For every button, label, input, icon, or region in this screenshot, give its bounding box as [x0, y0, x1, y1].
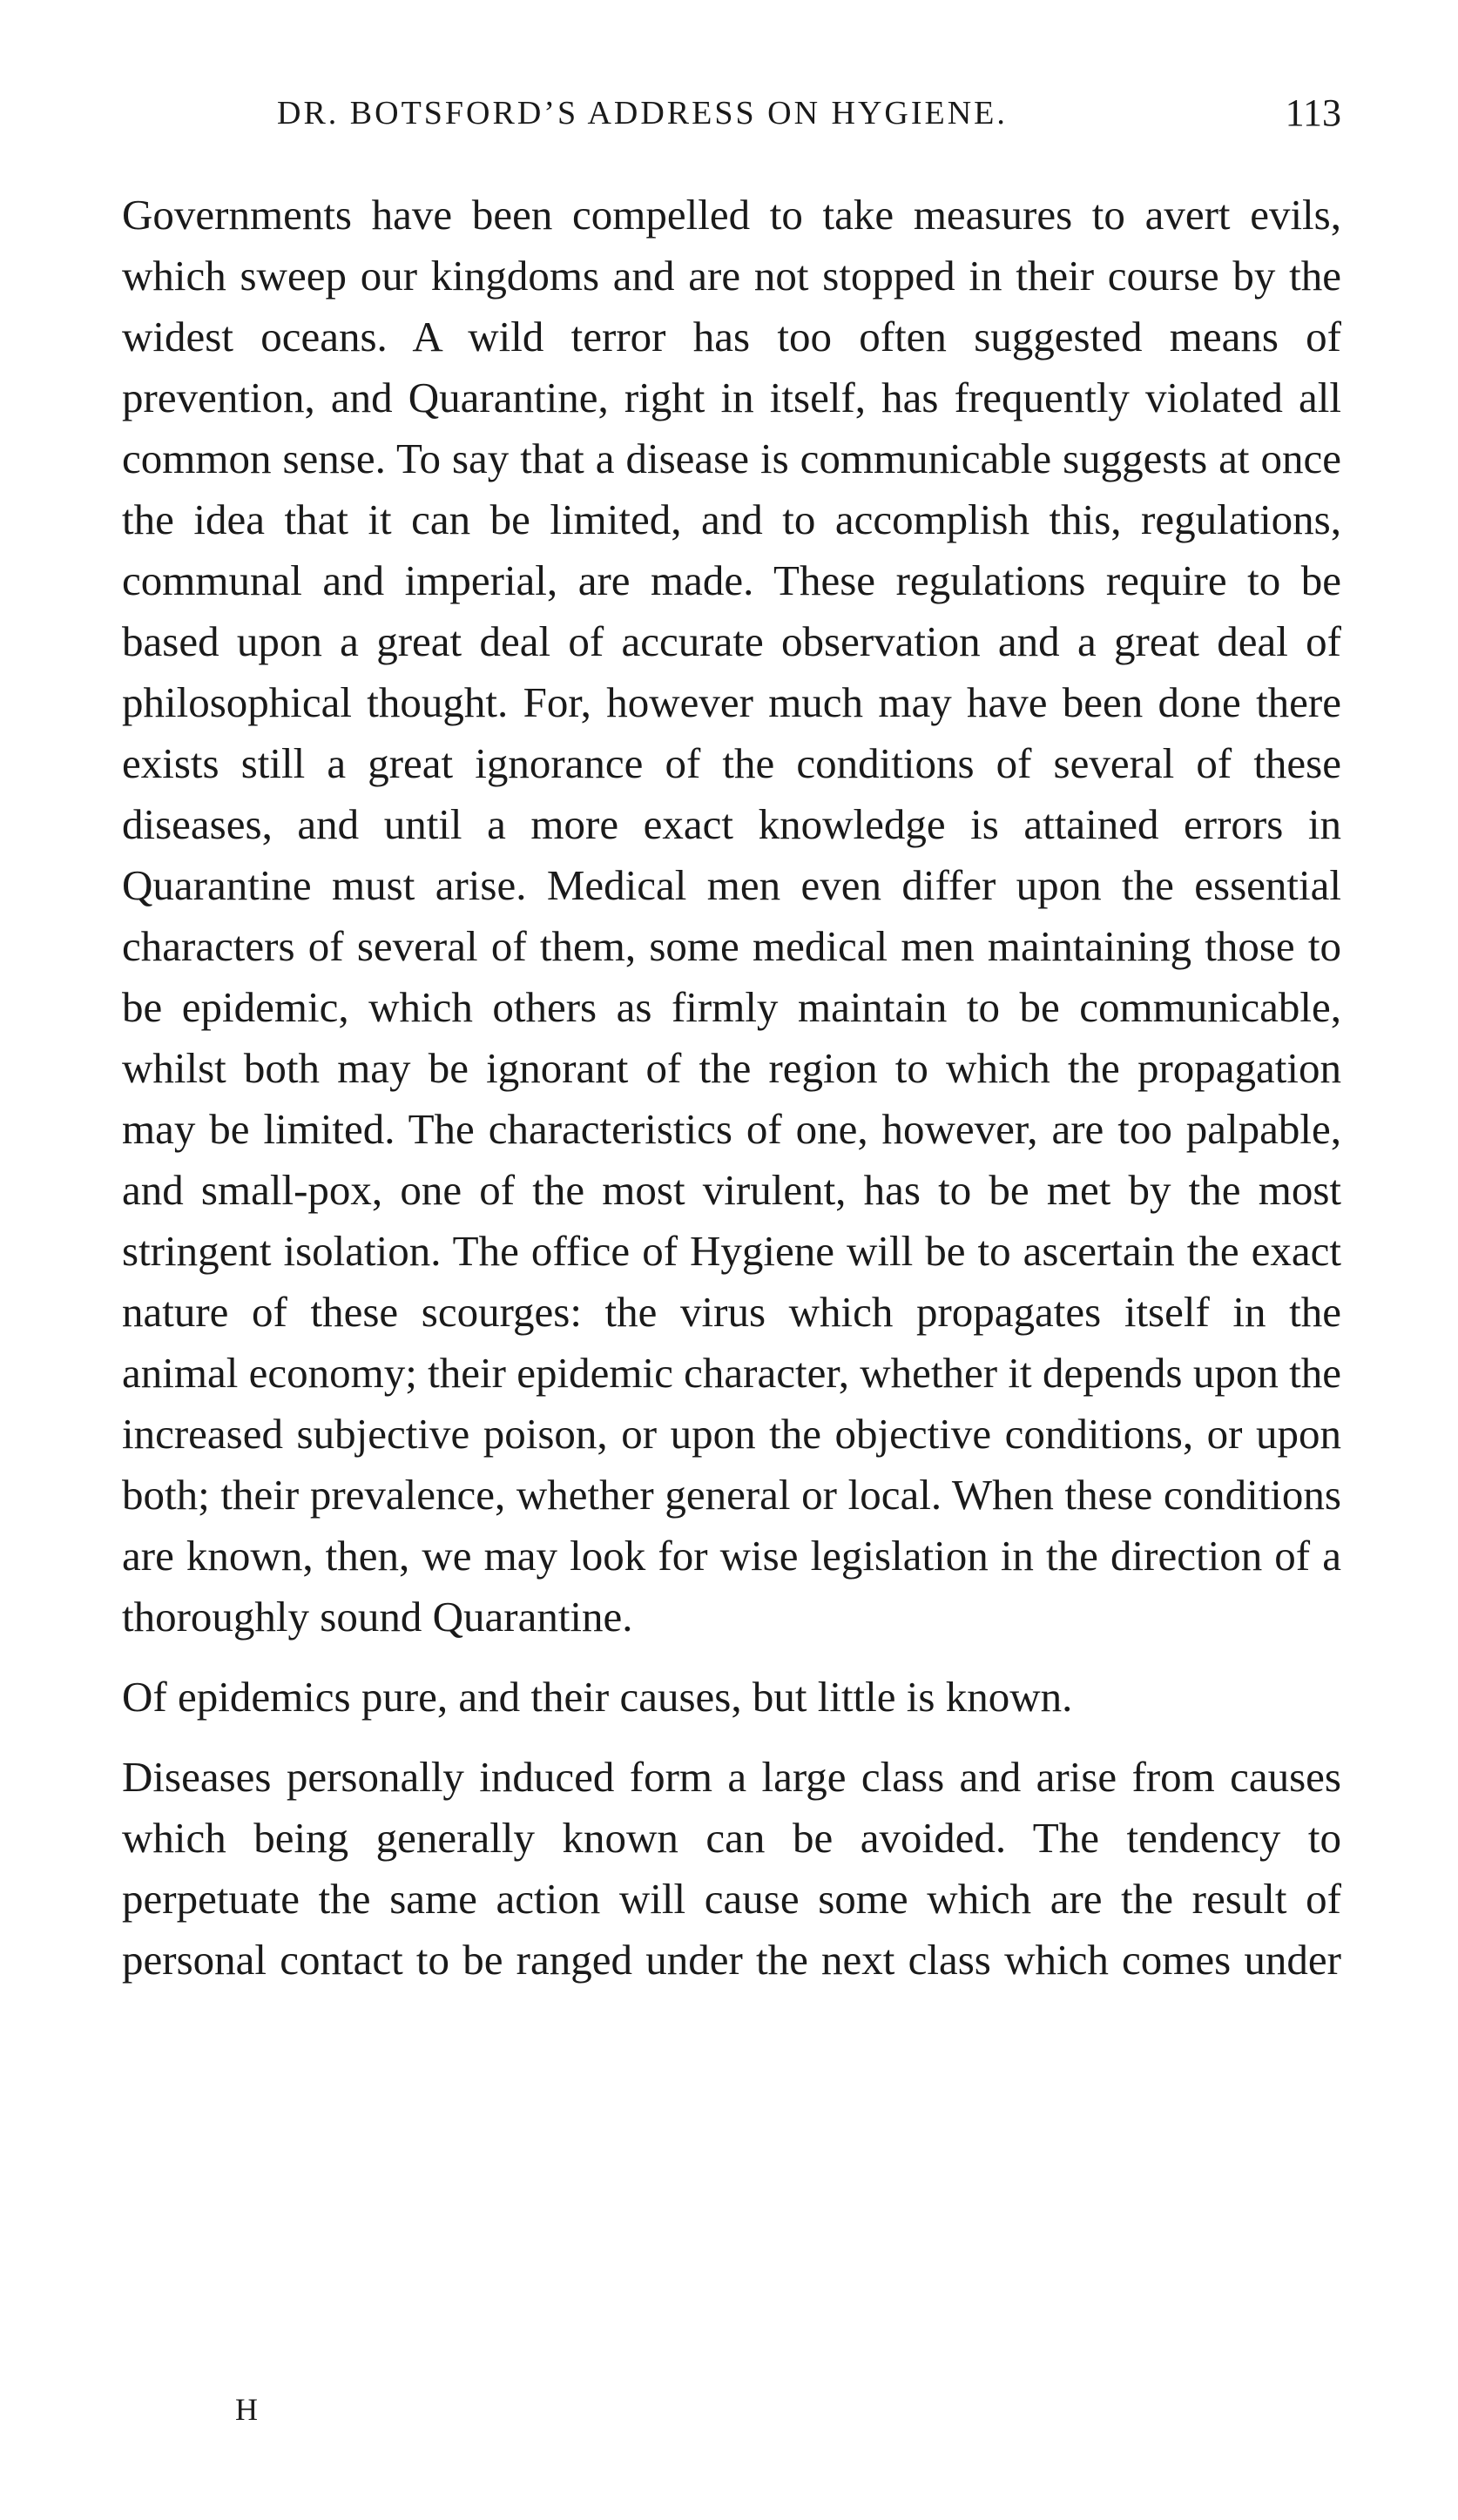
paragraph: Governments have been compelled to take measures to avert evils, which sweep our kingdoms and are not stopped in their course by the widest oceans. A wild terror has too often suggested means of prevention, and Quarantine, right in itself, has frequently violated all common sense. To say that a disease is communicable suggests at once the idea that it can be limited, and to accomplish this, regulations, communal and imperial, are made. These regulations require to be based upon a great deal of accurate observation and a great deal of philosophical thought. For, however much may have been done there exists still a great ignorance of the conditions of several of these diseases, and until a more exact knowledge is attained errors in Quarantine must arise. Medical men even differ upon the essential characters of several of them, some medical men maintaining those to be epidemic, which others as firmly maintain to be communicable, whilst both may be ignorant of the region to which the propagation may be limited. The characteristics of one, however, are too palpable, and small-pox, one of the most virulent, has to be met by the most stringent isolation. The office of Hygiene will be to ascertain the exact nature of these scourges: the virus which propagates itself in the animal economy; their epidemic character, whether it depends upon the increased subjective poison, or upon the objective conditions, or upon both; their prevalence, whether general or local. When these conditions are known, then, we may look for wise legislation in the direction of a thoroughly sound Quarantine. — [122, 191, 1341, 1641]
page-number: 113 — [1285, 91, 1341, 134]
signature-mark: H — [235, 2392, 260, 2427]
paragraph: Of epidemics pure, and their causes, but little is known. — [122, 1673, 1073, 1721]
paragraph: Diseases personally induced form a large class and arise from causes which being generally known can be avoided. The tendency to perpetuate the same action will cause some which are the result of personal contact to be ranged under the next class which comes under — [122, 1753, 1341, 1984]
running-title: DR. BOTSFORD’S ADDRESS ON HYGIENE. — [277, 95, 1008, 131]
body-text — [122, 185, 1341, 1991]
running-head — [277, 91, 1341, 146]
